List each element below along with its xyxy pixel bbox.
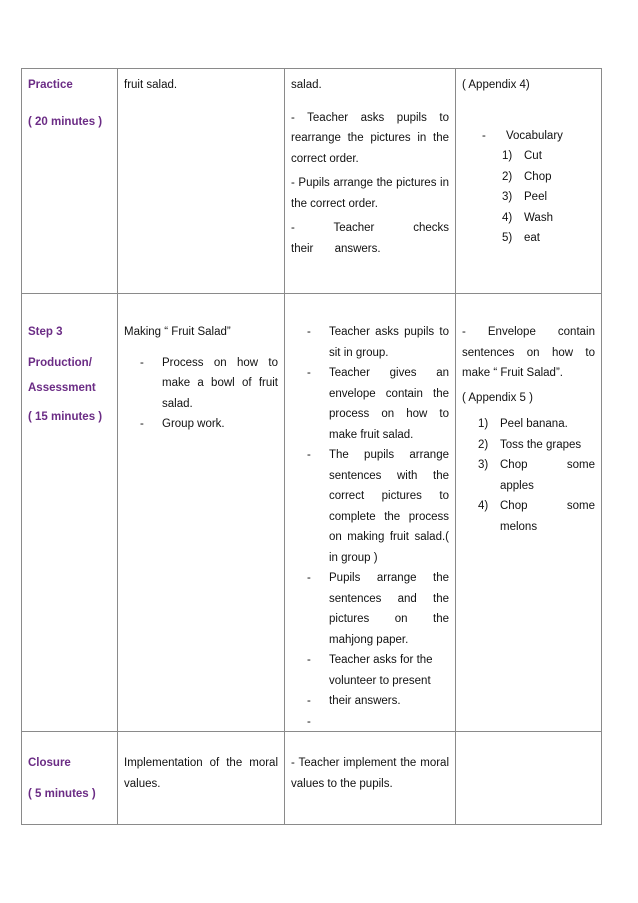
stage-cell (22, 732, 118, 825)
list-item: 3) Chop some apples (478, 459, 595, 492)
list-item: 1) Peel banana. (478, 418, 568, 430)
table-row-practice (22, 69, 602, 294)
activities-cell (285, 732, 456, 825)
list-item: - The pupils arrange sentences with the correct pictures to complete the process on making fruit salad.( in group ) (307, 449, 449, 564)
list-item: 3) Peel (502, 191, 548, 203)
list-item: - Teacher asks for the volunteer to present (307, 654, 433, 687)
activity-text: - Teacher implement the moral values to the pupils. (291, 757, 449, 790)
vocabulary-title: Vocabulary (506, 129, 563, 142)
activities-list: - Teacher asks pupils to sit in group. - Teacher gives an envelope contain the process on how to make fruit salad. - The pupils arrange sentences with the correct pictures to complete the process on making fruit salad.( in group ) - Pupils arrange the sentences and the pictures on the mahjong paper. - Teacher asks for the volunteer to present - their answers. - (291, 322, 449, 712)
envelope-note: - Envelope contain sentences on how to make “ Fruit Salad”. (462, 326, 595, 379)
vocabulary-heading (462, 126, 595, 147)
appendix-label: ( Appendix 4) (462, 79, 530, 91)
stage-time: ( 15 minutes ) (28, 410, 103, 423)
content-list (124, 353, 278, 435)
vocabulary-dash: - (482, 129, 486, 142)
list-item: 2) Chop (502, 170, 552, 183)
remarks-cell (456, 69, 602, 294)
stage-title: Closure (28, 757, 71, 769)
list-item: - their answers. (307, 695, 401, 707)
content-title: Making “ Fruit Salad” (124, 326, 231, 338)
remarks-cell (456, 294, 602, 732)
list-item: - Pupils arrange the sentences and the pictures on the mahjong paper. (307, 572, 449, 646)
list-item: - Process on how to make a bowl of fruit salad. (140, 356, 278, 410)
activity-item: - Teacher checks their answers. (291, 222, 449, 255)
content-cell (118, 294, 285, 732)
stage-time: ( 20 minutes ) (28, 115, 103, 128)
table-row-step-3 (22, 294, 602, 732)
activity-lead: salad. (291, 79, 322, 91)
content-text: Implementation of the moral values. (124, 757, 278, 790)
activity-item: - Teacher asks pupils to rearrange the pictures in the correct order. (291, 111, 449, 165)
steps-list (462, 414, 595, 537)
stage-subtitle: Production/ Assessment (28, 356, 96, 394)
stage-time: ( 5 minutes ) (28, 787, 96, 800)
activities-cell (285, 69, 456, 294)
stage-cell (22, 69, 118, 294)
content-cell (118, 69, 285, 294)
lesson-plan-table (21, 68, 602, 825)
vocabulary-list (462, 146, 595, 249)
list-item: 4) Chop some melons (478, 500, 595, 533)
stage-cell (22, 294, 118, 732)
appendix-label: ( Appendix 5 ) (462, 391, 533, 404)
content-cell (118, 732, 285, 825)
list-item: 4) Wash (502, 211, 553, 224)
table-row-closure (22, 732, 602, 825)
activities-cell (285, 294, 456, 732)
stage-title: Step 3 (28, 326, 63, 338)
activity-item: - Pupils arrange the pictures in the correct order. (291, 177, 449, 210)
content-text: fruit salad. (124, 79, 178, 91)
list-item: 2) Toss the grapes (478, 438, 582, 451)
list-item: 5) eat (502, 232, 540, 244)
remarks-text (456, 732, 601, 746)
list-item: - Group work. (140, 418, 225, 430)
list-item: - Teacher gives an envelope contain the process on how to make fruit salad. (307, 367, 449, 441)
list-item: - Teacher asks pupils to sit in group. (307, 326, 449, 359)
list-item: 1) Cut (502, 150, 542, 162)
remarks-cell (456, 732, 602, 825)
stage-title: Practice (28, 79, 73, 91)
